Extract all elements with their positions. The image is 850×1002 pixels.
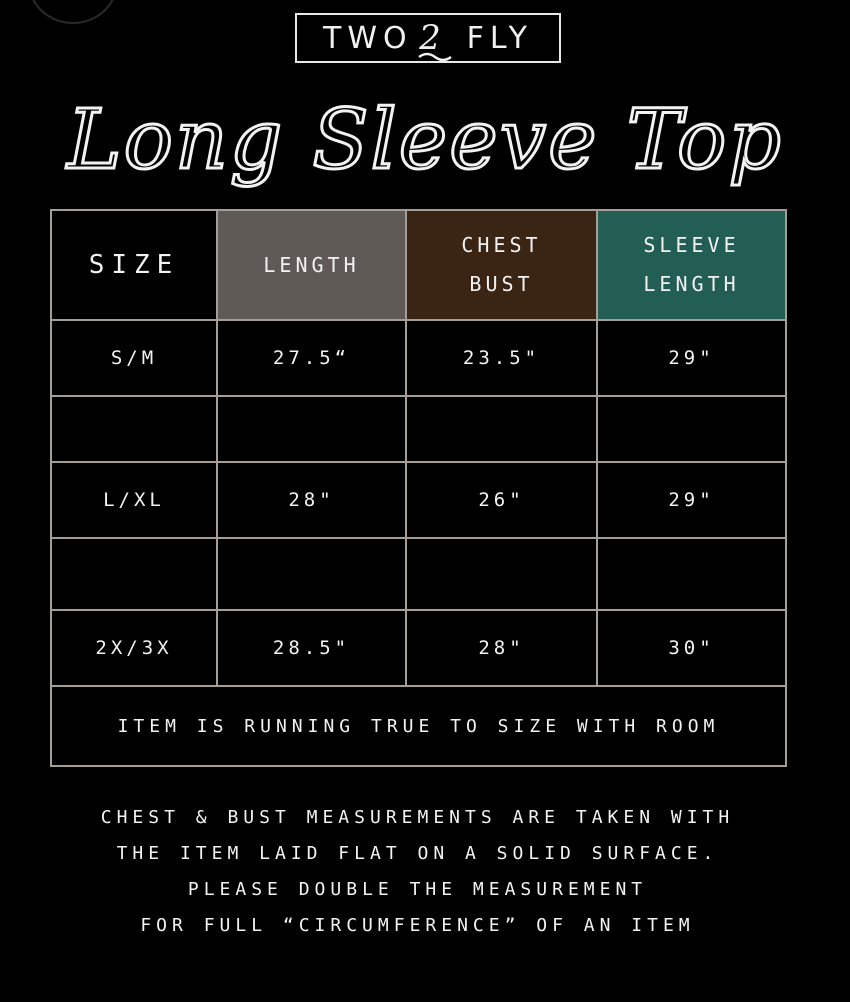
logo-two-mark-text: 2 xyxy=(418,18,447,58)
measurement-note-line: FOR FULL “CIRCUMFERENCE” OF AN ITEM xyxy=(140,915,695,936)
header-chest-bust xyxy=(406,210,597,320)
header-bust-label: BUST xyxy=(469,272,534,296)
fit-note-row xyxy=(51,686,786,766)
cell-length: 28.5" xyxy=(217,610,406,686)
header-sleeve-length-label: LENGTH xyxy=(643,272,740,296)
header-sleeve-length xyxy=(597,210,786,320)
cell-length: 28" xyxy=(217,462,406,538)
table-row xyxy=(51,610,786,686)
header-sleeve-label: SLEEVE xyxy=(643,233,740,257)
page-title: Long Sleeve Top xyxy=(67,92,783,188)
empty-cell xyxy=(597,538,786,610)
cell-size: L/XL xyxy=(51,462,217,538)
table-row xyxy=(51,320,786,396)
header-size: SIZE xyxy=(51,210,217,320)
table-spacer-row xyxy=(51,538,786,610)
empty-cell xyxy=(51,538,217,610)
cell-chest: 28" xyxy=(406,610,597,686)
empty-cell xyxy=(406,396,597,462)
header-chest-label: CHEST xyxy=(461,233,542,257)
empty-cell xyxy=(597,396,786,462)
header-length: LENGTH xyxy=(217,210,406,320)
cell-chest: 26" xyxy=(406,462,597,538)
cell-chest: 23.5" xyxy=(406,320,597,396)
measurement-note-line: CHEST & BUST MEASUREMENTS ARE TAKEN WITH xyxy=(100,807,735,828)
empty-cell xyxy=(217,538,406,610)
measurement-note-line: THE ITEM LAID FLAT ON A SOLID SURFACE. xyxy=(116,843,719,864)
empty-cell xyxy=(406,538,597,610)
empty-cell xyxy=(217,396,406,462)
logo-text-left: TWO xyxy=(323,20,413,56)
table-row xyxy=(51,462,786,538)
cell-sleeve: 30" xyxy=(597,610,786,686)
cell-size: 2X/3X xyxy=(51,610,217,686)
brand-logo xyxy=(295,13,561,63)
logo-two-mark-icon xyxy=(413,13,461,63)
empty-cell xyxy=(51,396,217,462)
measurement-note-line: PLEASE DOUBLE THE MEASUREMENT xyxy=(187,879,648,900)
fit-note: ITEM IS RUNNING TRUE TO SIZE WITH ROOM xyxy=(51,686,786,766)
logo-text-right: FLY xyxy=(466,20,533,56)
table-header-row xyxy=(51,210,786,320)
corner-circle-decoration xyxy=(28,0,118,24)
cell-length: 27.5“ xyxy=(217,320,406,396)
cell-size: S/M xyxy=(51,320,217,396)
measurement-note xyxy=(0,800,835,944)
size-chart-table xyxy=(50,209,787,767)
cell-sleeve: 29" xyxy=(597,462,786,538)
cell-sleeve: 29" xyxy=(597,320,786,396)
table-spacer-row xyxy=(51,396,786,462)
